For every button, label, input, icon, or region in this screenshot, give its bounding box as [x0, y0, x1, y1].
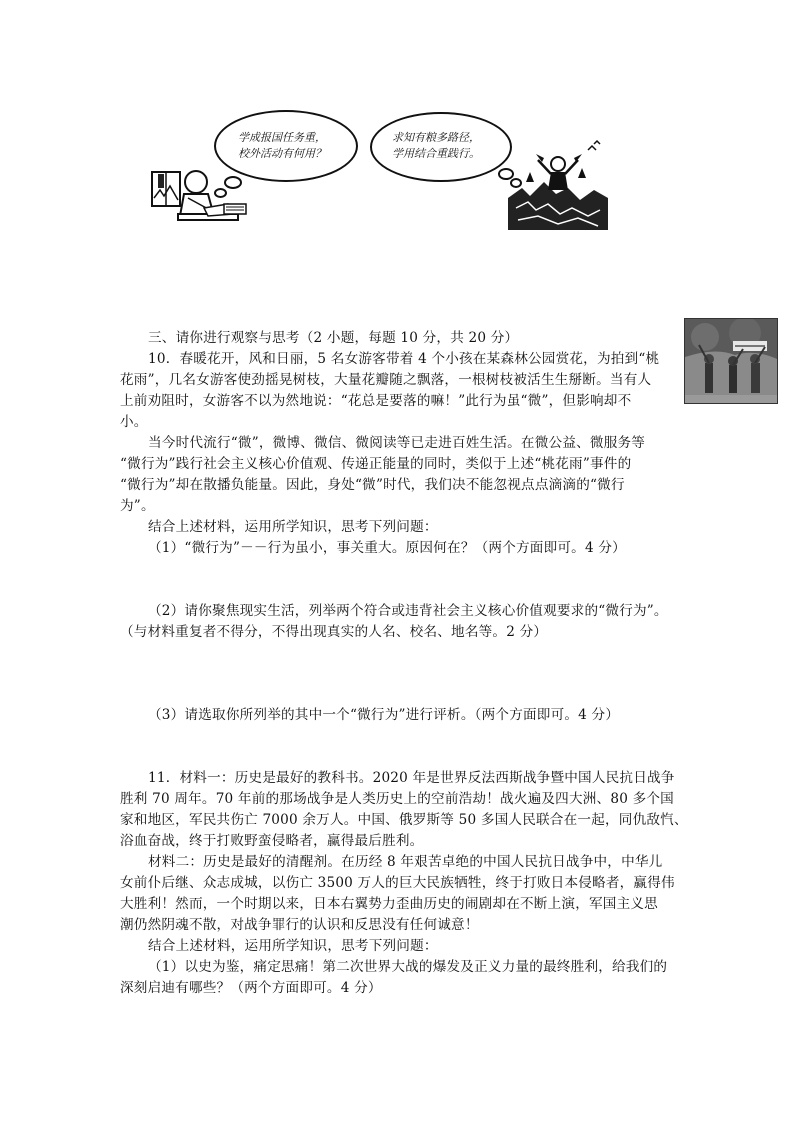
q10-line-5: 当今时代流行“微”，微博、微信、微阅读等已走进百姓生活。在微公益、微服务等	[148, 435, 646, 451]
q10-line-7: “微行为”却在散播负能量。因此，身处“微”时代，我们决不能忽视点点滴滴的“微行	[120, 477, 625, 493]
q11-line-9: 结合上述材料，运用所学知识，思考下列问题：	[148, 938, 438, 954]
q11-line-6: 女前仆后继、众志成城，以伤亡 3500 万人的巨大民族牺牲，终于打败日本侵略者，赢得伟	[120, 875, 675, 891]
q10-line-2: 花雨”，几名女游客使劲摇晃树枝，大量花瓣随之飘落，一根树枝被活生生掰断。当有人	[120, 372, 652, 388]
bubble-left-line-2: 校外活动有何用？	[238, 147, 326, 160]
outdoor-practice-illustration	[508, 138, 608, 230]
q11-sub-question-1-line-1: （1）以史为鉴，痛定思痛！第二次世界大战的爆发及正义力量的最终胜利，给我们的	[148, 959, 668, 975]
q10-sub-question-2-line-2: （与材料重复者不得分，不得出现真实的人名、校名、地名等。2 分）	[120, 624, 548, 640]
bubble-right-line-1: 求知有粮多路径，	[392, 131, 480, 144]
q11-line-2: 胜利 70 周年。70 年前的那场战争是人类历史上的空前浩劫！战火遍及四大洲、80 多个国	[120, 791, 674, 807]
speech-bubble-left	[214, 110, 358, 182]
q11-line-8: 潮仍然阴魂不散，对战争罪行的认识和反思没有任何诚意！	[120, 917, 479, 933]
news-photo	[684, 318, 778, 404]
q11-line-4: 浴血奋战，终于打败野蛮侵略者，赢得最后胜利。	[120, 833, 424, 849]
q10-line-6: “微行为”践行社会主义核心价值观、传递正能量的同时，类似于上述“桃花雨”事件的	[120, 456, 632, 472]
q10-line-1: 10．春暖花开，风和日丽，5 名女游客带着 4 个小孩在某森林公园赏花，为拍到“桃	[148, 351, 660, 367]
bubble-tail-left-1	[224, 176, 242, 189]
q10-sub-question-3: （3）请选取你所列举的其中一个“微行为”进行评析。（两个方面即可。4 分）	[148, 707, 620, 723]
bubble-left-line-1: 学成报国任务重，	[238, 131, 326, 144]
q10-line-4: 小。	[120, 414, 148, 430]
q11-line-3: 家和地区，军民共伤亡 7000 余万人。中国、俄罗斯等 50 多国人民联合在一起，同仇敌忾、	[120, 812, 688, 828]
q10-line-9: 结合上述材料，运用所学知识，思考下列问题：	[148, 519, 438, 535]
q10-sub-question-2-line-1: （2）请你聚焦现实生活，列举两个符合或违背社会主义核心价值观要求的“微行为”。	[148, 603, 668, 619]
tourists-shaking-tree-photo	[685, 319, 777, 403]
section-heading: 三、请你进行观察与思考（2 小题，每题 10 分，共 20 分）	[148, 330, 519, 346]
q11-sub-question-1-line-2: 深刻启迪有哪些？（两个方面即可。4 分）	[120, 980, 382, 996]
q11-line-7: 大胜利！然而，一个时期以来，日本右翼势力歪曲历史的闹剧却在不断上演，军国主义思	[120, 896, 658, 912]
bubble-tail-left-2	[214, 188, 227, 198]
speech-bubble-right	[370, 112, 512, 182]
cartoon-illustration	[148, 110, 608, 235]
q10-line-8: 为”。	[120, 498, 155, 514]
bubble-right-line-2: 学用结合重践行。	[392, 147, 480, 160]
q11-line-5: 材料二：历史是最好的清醒剂。在历经 8 年艰苦卓绝的中国人民抗日战争中，中华儿	[148, 854, 663, 870]
q10-line-3: 上前劝阻时，女游客不以为然地说：“花总是要落的嘛！”此行为虽“微”，但影响却不	[120, 393, 632, 409]
q11-line-1: 11．材料一：历史是最好的教科书。2020 年是世界反法西斯战争暨中国人民抗日战争	[148, 770, 675, 786]
q10-sub-question-1: （1）“微行为”－－行为虽小，事关重大。原因何在？（两个方面即可。4 分）	[148, 540, 626, 556]
